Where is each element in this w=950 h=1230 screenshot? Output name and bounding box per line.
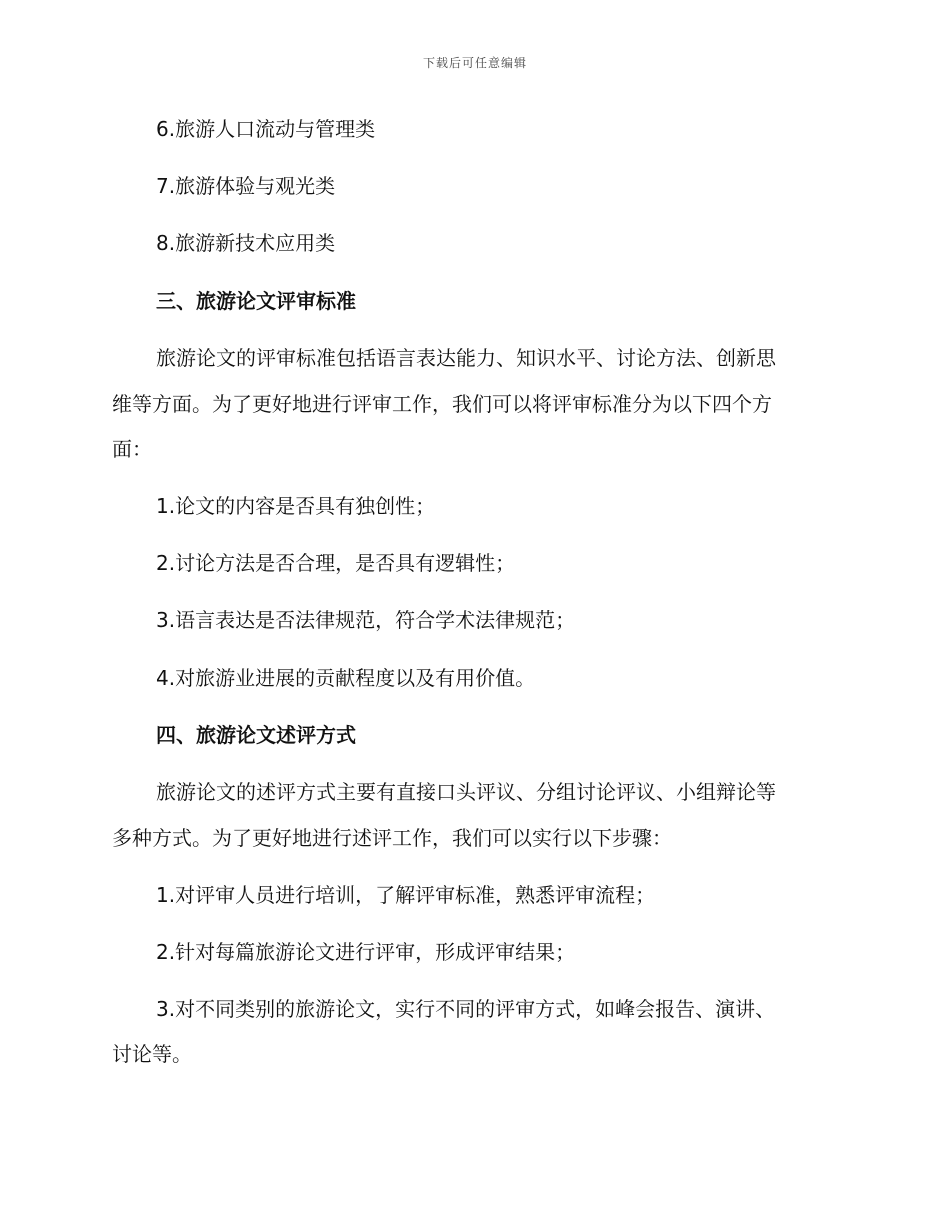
page-header: 下载后可任意编辑 bbox=[422, 56, 527, 70]
list-item: 3.语言表达是否法律规范，符合学术法律规范； bbox=[156, 608, 576, 632]
list-item: 2.针对每篇旅游论文进行评审，形成评审结果； bbox=[156, 940, 576, 964]
list-item: 1.对评审人员进行培训，了解评审标准，熟悉评审流程； bbox=[156, 883, 656, 907]
list-item: 6.旅游人口流动与管理类 bbox=[156, 117, 376, 141]
paragraph-line: 讨论等。 bbox=[112, 1042, 192, 1066]
section-heading: 四、旅游论文述评方式 bbox=[156, 723, 356, 747]
paragraph-line: 旅游论文的评审标准包括语言表达能力、知识水平、讨论方法、创新思 bbox=[156, 346, 776, 370]
list-item: 7.旅游体验与观光类 bbox=[156, 174, 336, 198]
paragraph-line: 面： bbox=[112, 437, 152, 461]
list-item: 4.对旅游业进展的贡献程度以及有用价值。 bbox=[156, 666, 536, 690]
list-item: 3.对不同类别的旅游论文，实行不同的评审方式，如峰会报告、演讲、 bbox=[156, 997, 776, 1021]
paragraph-line: 旅游论文的述评方式主要有直接口头评议、分组讨论评议、小组辩论等 bbox=[156, 780, 776, 804]
list-item: 8.旅游新技术应用类 bbox=[156, 231, 336, 255]
list-item: 2.讨论方法是否合理，是否具有逻辑性； bbox=[156, 551, 516, 575]
list-item: 1.论文的内容是否具有独创性； bbox=[156, 494, 436, 518]
paragraph-line: 多种方式。为了更好地进行述评工作，我们可以实行以下步骤： bbox=[112, 826, 672, 850]
section-heading: 三、旅游论文评审标准 bbox=[156, 289, 356, 313]
paragraph-line: 维等方面。为了更好地进行评审工作，我们可以将评审标准分为以下四个方 bbox=[112, 392, 772, 416]
